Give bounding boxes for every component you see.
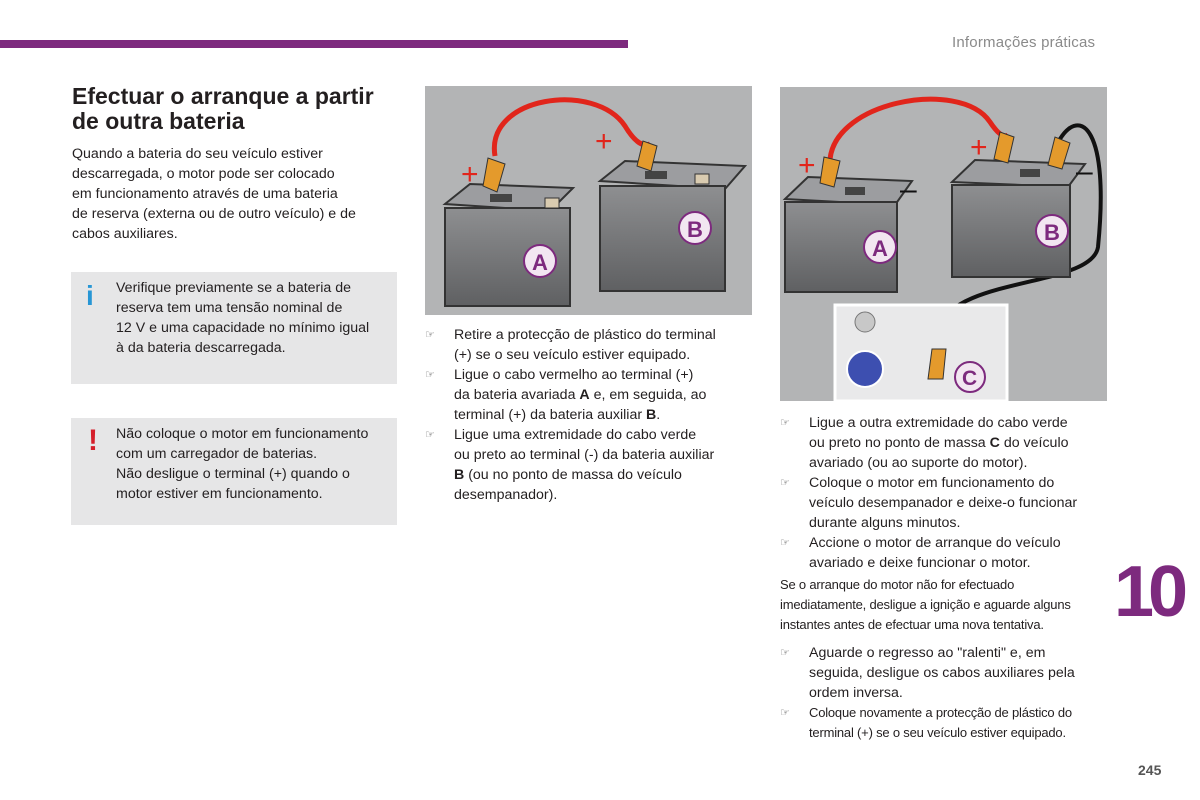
restart-note: Se o arranque do motor não for efectuado imediatamente, desligue a ignição e aguarde alguns instantes antes de efectuar uma nova tentativa. bbox=[780, 577, 1071, 632]
svg-text:A: A bbox=[532, 250, 548, 275]
svg-text:–: – bbox=[1076, 155, 1093, 188]
svg-text:+: + bbox=[461, 158, 479, 191]
steps-column-2 bbox=[425, 325, 747, 505]
svg-text:B: B bbox=[687, 217, 703, 242]
svg-text:+: + bbox=[595, 125, 613, 158]
list-item: ☞ Ligue a outra extremidade do cabo verde ou preto no ponto de massa C do veículo avariado (ou ao suporte do motor). bbox=[780, 415, 1069, 471]
svg-text:C: C bbox=[962, 367, 978, 390]
battery-b bbox=[952, 160, 1085, 277]
warning-icon: ! bbox=[88, 424, 98, 457]
list-item: ☞ Coloque o motor em funcionamento do veículo desempanador e deixe-o funcionar durante alguns minutos. bbox=[780, 475, 1078, 531]
hand-pointer-icon: ☞ bbox=[780, 417, 790, 429]
intro-paragraph: Quando a bateria do seu veículo estiver descarregada, o motor pode ser colocado em funcionamento através de uma bateria de reserva (externa ou de outro veículo) e de cabos auxiliares. bbox=[72, 146, 356, 242]
chapter-number: 10 bbox=[1114, 552, 1183, 632]
hand-pointer-icon: ☞ bbox=[425, 369, 435, 381]
list-item: ☞ Ligue uma extremidade do cabo verde ou preto ao terminal (-) da bateria auxiliar B (ou no ponto de massa do veículo desempanador). bbox=[425, 427, 715, 503]
hand-pointer-icon: ☞ bbox=[780, 647, 790, 659]
hand-pointer-icon: ☞ bbox=[780, 707, 790, 719]
battery-diagram-1 bbox=[425, 86, 752, 315]
red-cable bbox=[494, 100, 650, 156]
list-item: ☞ Aguarde o regresso ao "ralenti" e, em seguida, desligue os cabos auxiliares pela ordem inversa. bbox=[780, 645, 1075, 701]
intro-column bbox=[72, 84, 398, 244]
hand-pointer-icon: ☞ bbox=[425, 429, 435, 441]
hand-pointer-icon: ☞ bbox=[425, 329, 435, 341]
page-title: Efectuar o arranque a partir de outra bateria bbox=[72, 83, 374, 134]
warning-box bbox=[71, 418, 397, 525]
chapter-color-bar bbox=[0, 40, 628, 48]
svg-text:A: A bbox=[872, 236, 888, 261]
svg-text:–: – bbox=[900, 173, 917, 206]
warning-text: Não coloque o motor em funcionamento com um carregador de baterias. Não desligue o terminal (+) quando o motor estiver em funcionamento. bbox=[116, 426, 369, 502]
svg-text:+: + bbox=[798, 149, 816, 182]
info-text: Verifique previamente se a bateria de reserva tem uma tensão nominal de 12 V e uma capacidade no mínimo igual à da bateria descarregada. bbox=[116, 280, 370, 356]
list-item: ☞ Ligue o cabo vermelho ao terminal (+) da bateria avariada A e, em seguida, ao terminal (+) da bateria auxiliar B. bbox=[425, 367, 707, 423]
list-item: ☞ Retire a protecção de plástico do terminal (+) se o seu veículo estiver equipado. bbox=[425, 327, 716, 363]
hand-pointer-icon: ☞ bbox=[780, 537, 790, 549]
info-icon: i bbox=[86, 280, 94, 311]
jump-start-illustration-ground bbox=[780, 87, 1107, 401]
svg-text:+: + bbox=[970, 131, 988, 164]
clamp-b-positive bbox=[994, 132, 1014, 163]
section-title: Informações práticas bbox=[952, 34, 1096, 51]
info-box bbox=[71, 272, 397, 384]
steps-column-3 bbox=[780, 413, 1110, 649]
hand-pointer-icon: ☞ bbox=[780, 477, 790, 489]
battery-a bbox=[445, 184, 573, 306]
list-item: ☞ Accione o motor de arranque do veículo avariado e deixe funcionar o motor. bbox=[780, 535, 1061, 571]
jump-start-illustration-positive bbox=[425, 86, 752, 315]
list-item: ☞ Coloque novamente a protecção de plástico do terminal (+) se o seu veículo estiver equipado. bbox=[780, 705, 1072, 740]
battery-a bbox=[785, 177, 912, 292]
battery-diagram-2 bbox=[780, 87, 1107, 401]
battery-b bbox=[600, 161, 745, 291]
page-number: 245 bbox=[1138, 762, 1162, 778]
steps-column-3-end bbox=[780, 643, 1110, 743]
svg-text:B: B bbox=[1044, 220, 1060, 245]
